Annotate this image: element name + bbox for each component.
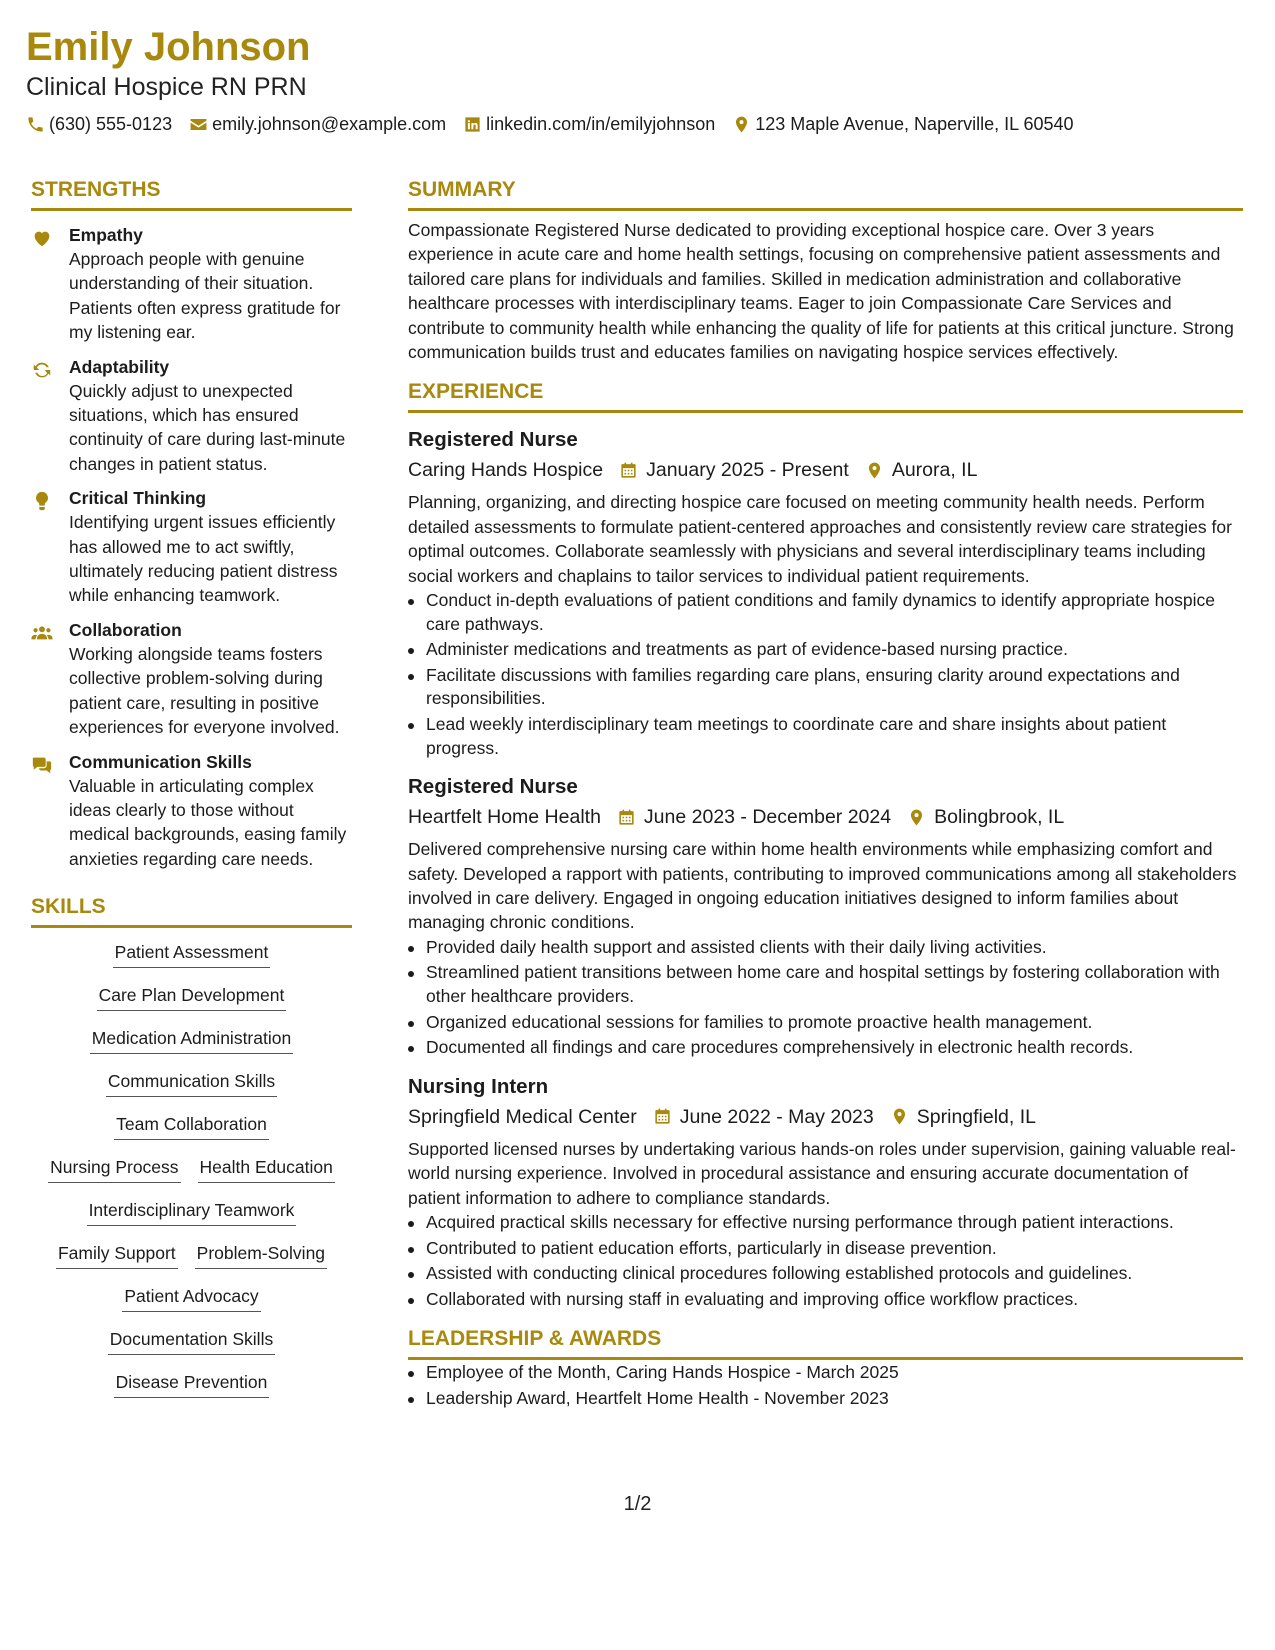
job-entry bbox=[408, 1074, 1243, 1312]
phone-text: (630) 555-0123 bbox=[49, 114, 173, 134]
job-description: Planning, organizing, and directing hospice care focused on meeting community health needs. Perform detailed assessments to formulate patient-centered approaches and consistently review care strategies for optimal outcomes. Collaborate seamlessly with physicians and several interdisciplinary teams including social workers and chaplains to tailor services to individual patient requirements. bbox=[408, 492, 1232, 586]
list-item: Organized educational sessions for families to promote proactive health management. bbox=[408, 1011, 1243, 1035]
candidate-name: Emily Johnson bbox=[26, 25, 311, 69]
section-divider bbox=[31, 208, 352, 211]
strength-description: Approach people with genuine understanding of their situation. Patients often express gratitude for my listening ear. bbox=[69, 249, 341, 343]
map-marker-icon bbox=[907, 808, 926, 827]
linkedin-icon bbox=[463, 115, 482, 134]
strength-description: Valuable in articulating complex ideas clearly to those without medical backgrounds, easing family anxieties regarding care needs. bbox=[69, 775, 347, 869]
strength-item bbox=[31, 224, 352, 345]
skill-tag: Interdisciplinary Teamwork bbox=[87, 1198, 297, 1226]
skill-tag: Documentation Skills bbox=[108, 1327, 275, 1355]
map-marker-icon bbox=[865, 461, 884, 480]
summary-text: Compassionate Registered Nurse dedicated to providing exceptional hospice care. Over 3 years experience in acute care and home health settings, focusing on comprehensive patient assessments and tailored care plans for individuals and families. Skilled in medication administration and collaborative healthcare processes with interdisciplinary teams. Eager to join Compassionate Care Services and contribute to community health while enhancing the quality of life for patients at this critical juncture. Strong communication builds trust and educates families on navigating hospice services effectively. bbox=[408, 220, 1234, 363]
users-icon bbox=[31, 622, 53, 644]
left-column bbox=[31, 176, 352, 1398]
contact-email[interactable] bbox=[189, 114, 446, 135]
job-bullets bbox=[408, 1211, 1243, 1311]
page-number: 1/2 bbox=[623, 1493, 652, 1515]
strength-description: Working alongside teams fosters collective problem-solving during patient care, resulting in positive experiences for everyone involved. bbox=[69, 643, 340, 738]
strength-item bbox=[31, 356, 352, 477]
summary-section bbox=[408, 176, 1243, 364]
comments-icon bbox=[31, 754, 53, 776]
skill-tag: Family Support bbox=[56, 1241, 178, 1269]
job-location: Aurora, IL bbox=[891, 459, 978, 482]
skill-tag: Health Education bbox=[198, 1155, 335, 1183]
skill-tag: Nursing Process bbox=[48, 1155, 180, 1183]
strength-description: Quickly adjust to unexpected situations, which has ensured continuity of care during last-minute changes in patient status. bbox=[69, 380, 346, 474]
contact-phone[interactable] bbox=[26, 114, 172, 135]
strength-item bbox=[31, 487, 352, 608]
list-item: Acquired practical skills necessary for effective nursing performance through patient interactions. bbox=[408, 1211, 1243, 1235]
strength-item bbox=[31, 619, 352, 740]
job-dates: June 2023 - December 2024 bbox=[643, 806, 892, 829]
list-item: Documented all findings and care procedures comprehensively in electronic health records. bbox=[408, 1036, 1243, 1060]
job-description: Supported licensed nurses by undertaking various hands-on roles under supervision, gaining valuable real-world nursing experience. Involved in procedural assistance and ensuring accurate documentation of patient information to adhere to compliance standards. bbox=[408, 1138, 1236, 1208]
section-divider bbox=[31, 925, 352, 928]
awards-list bbox=[408, 1361, 1243, 1410]
skill-tag: Team Collaboration bbox=[114, 1112, 269, 1140]
candidate-headline: Clinical Hospice RN PRN bbox=[26, 73, 307, 101]
strength-title: Communication Skills bbox=[69, 751, 252, 772]
experience-title: EXPERIENCE bbox=[408, 380, 544, 404]
job-title: Registered Nurse bbox=[408, 775, 578, 799]
list-item: Conduct in-depth evaluations of patient conditions and family dynamics to identify appropriate hospice care pathways. bbox=[408, 589, 1243, 636]
list-item: Leadership Award, Heartfelt Home Health - November 2023 bbox=[408, 1387, 1243, 1411]
job-bullets bbox=[408, 936, 1243, 1060]
experience-section bbox=[408, 378, 1243, 1311]
strength-title: Collaboration bbox=[69, 619, 182, 640]
calendar-icon bbox=[617, 808, 636, 827]
map-marker-icon bbox=[732, 115, 751, 134]
skill-tag: Disease Prevention bbox=[114, 1370, 270, 1398]
job-description: Delivered comprehensive nursing care within home health environments while emphasizing comfort and safety. Developed a rapport with patients, contributing to improved communications among all stakeholders involved in care delivery. Engaged in ongoing education initiatives designed to inform families about managing chronic conditions. bbox=[408, 839, 1237, 933]
calendar-icon bbox=[619, 461, 638, 480]
job-entry bbox=[408, 427, 1243, 760]
resume-header bbox=[26, 24, 1256, 135]
list-item: Facilitate discussions with families regarding care plans, ensuring clarity around expectations and responsibilities. bbox=[408, 664, 1243, 711]
job-dates: June 2022 - May 2023 bbox=[679, 1105, 874, 1128]
strength-item bbox=[31, 751, 352, 872]
heart-icon bbox=[31, 227, 53, 249]
job-company: Springfield Medical Center bbox=[408, 1105, 637, 1128]
job-meta bbox=[408, 1104, 1243, 1130]
job-dates: January 2025 - Present bbox=[646, 459, 849, 482]
list-item: Provided daily health support and assisted clients with their daily living activities. bbox=[408, 936, 1243, 960]
job-title: Nursing Intern bbox=[408, 1074, 549, 1098]
job-location: Bolingbrook, IL bbox=[934, 806, 1065, 829]
skill-tag: Problem-Solving bbox=[195, 1241, 327, 1269]
section-divider bbox=[408, 410, 1243, 413]
strength-description: Identifying urgent issues efficiently has allowed me to act swiftly, ultimately reducing patient distress while enhancing teamwork. bbox=[69, 512, 338, 606]
skills-section bbox=[31, 893, 352, 1398]
lightbulb-icon bbox=[31, 490, 53, 512]
strength-title: Adaptability bbox=[69, 356, 170, 377]
job-bullets bbox=[408, 589, 1243, 760]
list-item: Contributed to patient education efforts, particularly in disease prevention. bbox=[408, 1237, 1243, 1261]
skill-tag: Patient Assessment bbox=[113, 940, 271, 968]
contact-address bbox=[732, 114, 1073, 135]
address-text: 123 Maple Avenue, Naperville, IL 60540 bbox=[755, 114, 1074, 134]
summary-title: SUMMARY bbox=[408, 178, 516, 201]
list-item: Employee of the Month, Caring Hands Hospice - March 2025 bbox=[408, 1361, 1243, 1385]
skill-tag: Care Plan Development bbox=[97, 983, 287, 1011]
section-divider bbox=[408, 208, 1243, 211]
awards-section bbox=[408, 1325, 1243, 1410]
linkedin-text: linkedin.com/in/emilyjohnson bbox=[486, 114, 716, 134]
phone-icon bbox=[26, 115, 45, 134]
skill-tag: Communication Skills bbox=[106, 1069, 277, 1097]
awards-title: LEADERSHIP & AWARDS bbox=[408, 1327, 662, 1351]
map-marker-icon bbox=[890, 1107, 909, 1126]
job-meta bbox=[408, 457, 1243, 483]
job-title: Registered Nurse bbox=[408, 428, 578, 452]
strengths-title: STRENGTHS bbox=[31, 178, 161, 201]
skills-title: SKILLS bbox=[31, 895, 106, 919]
list-item: Assisted with conducting clinical procedures following established protocols and guidelines. bbox=[408, 1262, 1243, 1286]
sync-icon bbox=[31, 359, 53, 381]
skills-list bbox=[31, 940, 352, 1398]
list-item: Administer medications and treatments as part of evidence-based nursing practice. bbox=[408, 638, 1243, 662]
right-column bbox=[408, 176, 1243, 1413]
skill-tag: Medication Administration bbox=[90, 1026, 293, 1054]
strength-title: Critical Thinking bbox=[69, 488, 207, 509]
job-company: Heartfelt Home Health bbox=[408, 806, 601, 829]
email-text: emily.johnson@example.com bbox=[212, 114, 447, 134]
job-entry bbox=[408, 774, 1243, 1060]
job-company: Caring Hands Hospice bbox=[408, 459, 604, 482]
job-meta bbox=[408, 804, 1243, 830]
list-item: Lead weekly interdisciplinary team meetings to coordinate care and share insights about patient progress. bbox=[408, 713, 1243, 760]
strengths-section bbox=[31, 176, 352, 871]
section-divider bbox=[408, 1357, 1243, 1360]
strength-title: Empathy bbox=[69, 225, 143, 245]
calendar-icon bbox=[653, 1107, 672, 1126]
skill-tag: Patient Advocacy bbox=[122, 1284, 260, 1312]
list-item: Collaborated with nursing staff in evaluating and improving office workflow practices. bbox=[408, 1288, 1243, 1312]
contact-linkedin[interactable] bbox=[463, 114, 715, 135]
contact-bar bbox=[26, 114, 1256, 135]
envelope-icon bbox=[189, 115, 208, 134]
list-item: Streamlined patient transitions between home care and hospital settings by fostering collaboration with other healthcare providers. bbox=[408, 961, 1243, 1008]
job-location: Springfield, IL bbox=[916, 1105, 1037, 1128]
